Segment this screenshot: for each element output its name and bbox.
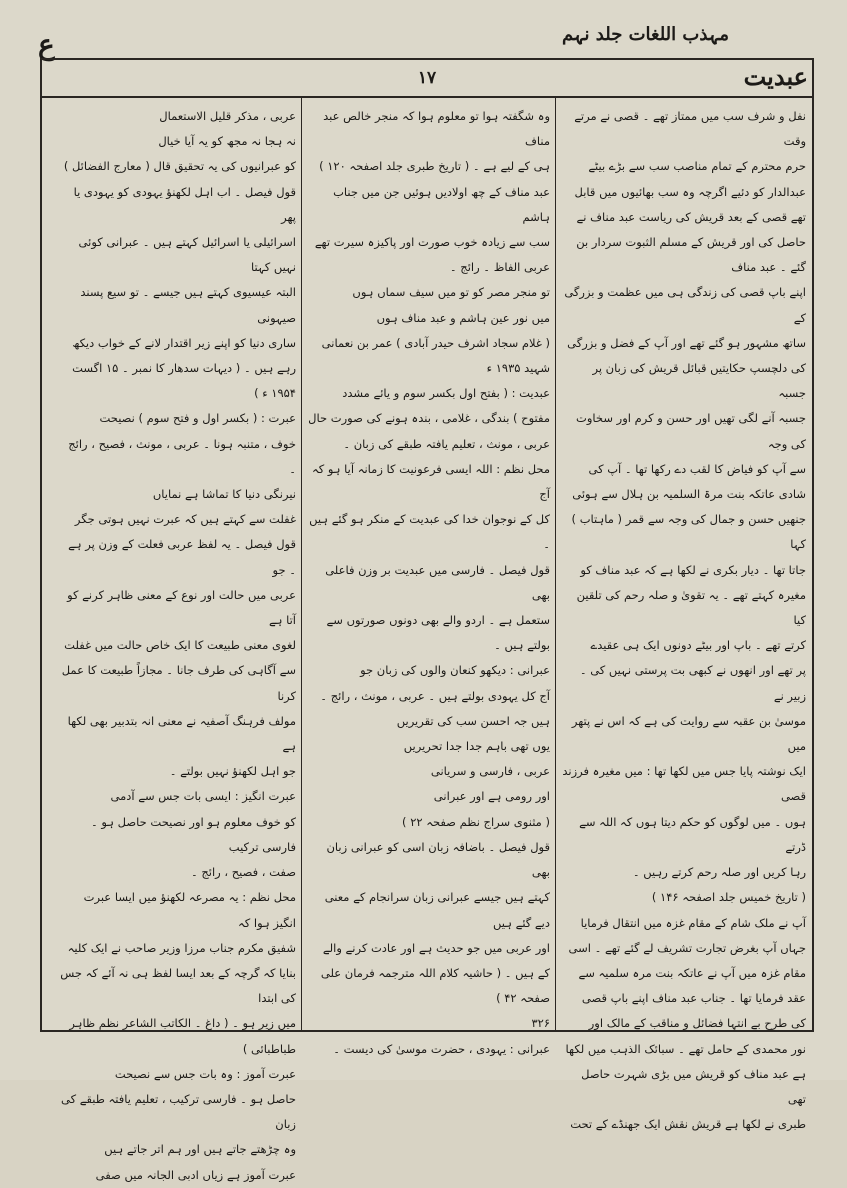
text-line: سے آگاہی کی طرف جانا ۔ مجازاً طبیعت کا عمل کرنا [61,663,296,703]
text-line: ایک نوشتہ پایا جس میں لکھا تھا : میں مغیرہ فرزند قصی [562,764,806,804]
text-line: عبد مناف کے چھ اولادیں ہوئیں جن میں جناب ہاشم [333,184,550,224]
text-line: ( غلام سجاد اشرف حیدر آبادی ) عمر بن نعمانی شہید ۱۹۳۵ ء [321,335,550,376]
text-line: میں زیر ہو ۔ ( داغ ۔ الکاتب الشاعر نظم ظاہر طباطبائی ) [69,1016,296,1056]
book-header-title: مہذب اللغات جلد نہم [561,24,729,45]
text-line: صفت ، فصیح ، رائج ۔ [190,865,296,880]
text-line: عبرانی : یہودی ، حضرت موسیٰ کی دیست ۔ [333,1041,550,1056]
text-line: وہ چڑھتے جاتے ہیں اور ہم اتر جاتے ہیں [104,1142,296,1157]
text-line: مغیرہ کہتے تھے ۔ یہ تقویٰ و صلہ رحم کی تلقین کیا [576,587,806,628]
text-line: جاتا تھا ۔ دیار بکری نے لکھا ہے کہ عبد مناف کو [580,562,806,577]
text-line: ( تاریخ خمیس جلد اصفحہ ۱۴۶ ) [651,890,806,905]
text-line: خوف ، متنبہ ہونا ۔ عربی ، مونث ، فصیح ، رائج ۔ [68,436,296,476]
text-line: لغوی معنی طبیعت کا ایک خاص حالت میں غفلت [64,638,296,653]
text-line: کل کے نوجوان خدا کی عبدیت کے منکر ہو گئے ہیں ۔ [309,512,550,552]
text-line: عقد فرمایا تھا ۔ جناب عبد مناف اپنے باپ قصی [581,991,806,1006]
text-line: ستعمل ہے ۔ اردو والے بھی دونوں صورتوں سے [326,613,550,628]
text-line: مقام غزہ میں آپ نے عاتکہ بنت مرہ سلمیہ سے [578,965,806,980]
text-line: یوں تھی باہم جدا جدا تحریریں [403,739,550,754]
text-line: ہیں جہ احسن سب کی تقریریں [396,713,550,728]
text-line: بنایا کہ گرچہ کے بعد ایسا لفظ ہی نہ آئے کہ جس کی ابتدا [60,965,296,1006]
text-line: کی دلچسپ حکایتیں قبائل قریش کی زبان پر جسبہ [592,361,806,401]
text-line: آج کل یہودی بولتے ہیں ۔ عربی ، مونث ، رائج ۔ [320,688,550,703]
text-line: جنھیں حسن و جمال کی وجہ سے قمر ( ماہتاب ) کہا [571,512,806,552]
text-line: تھے قصی کے بعد قریش کی ریاست عبد مناف نے [576,209,806,224]
text-line: اپنے باپ قصی کی زندگی ہی میں عظمت و بزرگی کے [564,285,806,325]
text-line: عبرت آموز ہے زیاں ادبی الجانہ میں صفی [95,1167,296,1182]
text-line: ۳۲۶ [531,1016,550,1031]
text-line: سے آپ کو فیاض کا لقب دے رکھا تھا ۔ آپ کی [588,461,806,476]
text-line: نیرنگی دنیا کا تماشا ہے نمایاں [152,487,296,502]
text-line: ساتھ مشہور ہو گئے تھے اور آپ کے فضل و بزرگی [567,335,806,350]
text-line: کو عبرانیوں کی یہ تحقیق قال ( معارج الفضائل ) [63,159,296,174]
text-line: عربی ، مونث ، تعلیم یافتہ طبقے کی زبان ۔ [343,436,550,451]
text-line: عبدالدار کو دئیے اگرچہ وہ سب بھائیوں میں قابل [574,184,806,199]
text-line: تو منجر مصر کو تو میں سیف سماں ہوں [352,285,550,300]
text-line: اور رومی ہے اور عبرانی [433,789,550,804]
text-line: قول فیصل ۔ باضافہ زبان اسی کو عبرانی زبان بھی [326,839,550,880]
text-line: قول فیصل ۔ اب اہل لکھنؤ یہودی کو یہودی یا پھر [73,184,296,224]
text-line: قول فیصل ۔ یہ لفظ عربی فعلت کے وزن پر ہے ۔ جو [68,537,296,577]
column-divider-right [555,96,556,1030]
text-line: وہ شگفتہ ہوا تو معلوم ہوا کہ منجر خالص عبد مناف [323,109,550,149]
text-line: کے ہیں ۔ ( حاشیہ کلام اللہ مترجمہ فرمان علی صفحہ ۴۲ ) [320,965,550,1006]
text-line: موسیٰ بن عقبہ سے روایت کی ہے کہ اس نے پتھر میں [571,713,806,754]
text-line: پر تھے اور انھوں نے کبھی بت پرستی نہیں کی ۔ زبیر نے [579,663,806,703]
text-line: بولتے ہیں ۔ [494,638,550,653]
text-line: رہے ہیں ۔ ( دیہات سدھار کا نمبر ۔ ۱۵ اگست ۱۹۵۴ ء ) [72,361,296,401]
text-line: نفل و شرف سب میں ممتاز تھے ۔ قصی نے مرتے وقت [574,109,806,149]
column-divider-left [301,96,302,1030]
text-line: مولف فرہنگ آصفیہ نے معنی انہ بتدبیر بھی لکھا ہے [67,713,296,754]
text-line: ( مثنوی سراج نظم صفحہ ۲۲ ) [402,814,550,829]
section-letter-mark: ع [38,28,55,61]
page-frame [40,58,814,1182]
text-line: البتہ عیسیوی کہتے ہیں جیسے ۔ تو سیع پسند صیہونی [80,285,296,325]
text-line: جو اہل لکھنؤ نہیں بولتے ۔ [169,764,296,779]
text-line: عبرت آموز : وہ بات جس سے نصیحت [114,1066,296,1081]
text-line: عربی میں حالت اور نوع کے معنی ظاہر کرنے کو آتا ہے [67,587,296,628]
text-line: نور محمدی کے حامل تھے ۔ سبائک الذہب میں لکھا [565,1041,806,1056]
text-line: عبرت : ( بکسر اول و فتح سوم ) نصیحت [99,411,296,426]
text-line: ساری دنیا کو اپنے زیر اقتدار لانے کے خواب دیکھ [72,335,296,350]
text-line: قول فیصل ۔ فارسی میں عبدیت بر وزن فاعلی بھی [325,562,550,602]
text-line: آپ نے ملک شام کے مقام غزہ میں انتقال فرمایا [580,915,806,930]
column-left [60,104,296,1182]
text-line: طبری نے لکھا ہے قریش نقش ایک جھنڈے کے تحت [570,1117,806,1132]
text-line: میں نور عین ہاشم و عبد مناف ہوں [376,310,550,325]
text-line: محل نظم : اللہ ایسی فرعونیت کا زمانہ آیا ہو کہ آج [311,461,550,502]
text-line: شفیق مکرم جناب مرزا وزیر صاحب نے ایک کلیہ [67,940,296,955]
text-line: مفتوح ) بندگی ، غلامی ، بندہ ہونے کی صورت حال [308,411,550,426]
text-line: ہوں ۔ میں لوگوں کو حکم دیتا ہوں کہ اللہ سے ڈرتے [579,814,806,854]
column-right [562,104,806,1132]
text-line: جہاں آپ بغرض تجارت تشریف لے گئے تھے ۔ اسی [568,940,806,955]
text-line: ہی کے لیے ہے ۔ ( تاریخ طبری جلد اصفحہ ۱۲۰ ) [319,159,550,174]
text-line: محل نظم : یہ مصرعہ لکھنؤ میں ایسا عبرت انگیز ہوا کہ [83,890,296,930]
text-line: عبدیت : ( بفتح اول بکسر سوم و یائے مشدد [342,386,550,401]
column-middle [308,104,550,1056]
text-line: نہ ہجا نہ مجھ کو یہ آیا خیال [158,134,296,149]
header-rule [42,96,812,98]
text-line: حاصل کی اور قریش کے مسلم الثبوت سردار بن گئے ۔ عبد مناف [576,235,806,275]
page-number: ۱۷ [417,68,437,88]
text-line: سب سے زیادہ خوب صورت اور پاکیزہ سیرت تھے [314,235,550,250]
text-line: عبرت انگیز : ایسی بات جس سے آدمی [110,789,296,804]
text-line: عربی الفاظ ۔ رائج ۔ [449,260,550,275]
text-line: عربی ، مذکر قلیل الاستعمال [159,109,296,123]
text-line: عربی ، فارسی و سریانی [430,764,550,779]
text-line: کہتے ہیں جیسے عبرانی زبان سرانجام کے معنی دیے گئے ہیں [324,890,550,930]
text-line: اسرائیلی یا اسرائیل کہتے ہیں ۔ عبرانی کوئی نہیں کہتا [78,235,296,275]
text-line: کرتے تھے ۔ باپ اور بیٹے دونوں ایک ہی عقیدے [590,638,806,653]
text-line: عبرانی : دیکھو کنعان والوں کی زبان جو [360,663,550,678]
text-line: شادی عاتکہ بنت مرۃ السلمیہ بن ہلال سے ہوئی [572,487,806,502]
text-line: حاصل ہو ۔ فارسی ترکیب ، تعلیم یافتہ طبقے کی زبان [60,1091,296,1132]
text-line: اور عربی میں جو حدیث ہے اور عادت کرنے والے [322,940,550,955]
page-top-headword: عبدیت [743,62,808,91]
text-line: کو خوف معلوم ہو اور نصیحت حاصل ہو ۔ فارسی ترکیب [90,814,296,854]
text-line: کی طرح بے انتہا فضائل و مناقب کے مالک اور [588,1016,806,1031]
text-line: رہا کریں اور صلہ رحم کرتے رہیں ۔ [632,865,806,880]
text-line: جسبہ آنے لگی تھیں اور حسن و کرم اور سخاوت کی وجہ [576,411,806,451]
text-line: غفلت سے کہتے ہیں کہ عبرت نہیں ہوتی جگر [74,512,296,527]
text-line: ہے عبد مناف کو قریش میں بڑی شہرت حاصل تھی [581,1066,806,1106]
text-line: حرم محترم کے تمام مناصب سب سے بڑے بیٹے [588,159,806,174]
